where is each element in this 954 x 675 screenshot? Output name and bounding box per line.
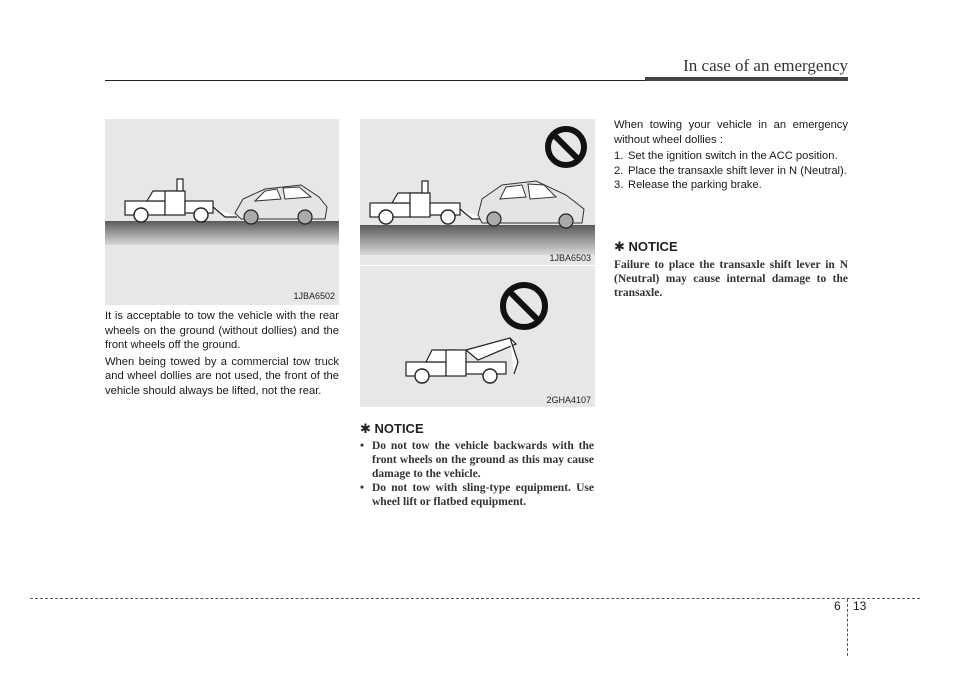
chapter-number: 6	[834, 599, 841, 613]
notice-bullet: • Do not tow the vehicle backwards with the front wheels on the ground as this may cause damage to the vehicle.	[360, 439, 594, 481]
paragraph-intro: When towing your vehicle in an emergency without wheel dollies :	[614, 119, 848, 146]
paragraph: When being towed by a commercial tow truck and wheel dollies are not used, the front of the vehicle should always be lifted, not the rear.	[105, 355, 339, 397]
tow-truck-illustration	[105, 119, 339, 305]
figure-code: 1JBA6502	[293, 291, 335, 301]
notice-title: ✱ NOTICE	[360, 421, 424, 436]
notice-title: ✱ NOTICE	[614, 239, 678, 254]
page-number: 13	[853, 599, 867, 613]
paragraph: It is acceptable to tow the vehicle with the rear wheels on the ground (without dollies) and the front wheels off the ground.	[105, 310, 339, 351]
prohibited-icon	[503, 285, 545, 327]
figure-incorrect-backwards-tow	[360, 119, 595, 265]
footer-rule	[30, 598, 920, 599]
notice-body: Failure to place the transaxle shift lever in N (Neutral) may cause internal damage to the transaxle.	[614, 259, 848, 299]
figure-sling-truck	[360, 266, 595, 407]
prohibited-icon	[548, 129, 584, 165]
header-rule-accent	[645, 77, 848, 81]
figure-correct-tow	[105, 119, 339, 305]
column1-text	[105, 309, 339, 400]
figure-code: 1JBA6503	[549, 253, 591, 263]
steps-list	[614, 149, 848, 193]
sling-tow-truck-illustration	[360, 266, 595, 407]
notice-bullet: • Do not tow with sling-type equipment. Use wheel lift or flatbed equipment.	[360, 481, 594, 509]
page-header-title: In case of an emergency	[683, 56, 848, 75]
step-item: 1. Set the ignition switch in the ACC position.	[614, 150, 838, 162]
figure-code: 2GHA4107	[546, 395, 591, 405]
column3-text	[614, 118, 848, 193]
notice-body	[360, 439, 594, 509]
step-item: 2. Place the transaxle shift lever in N (Neutral).	[614, 164, 847, 177]
footer-divider	[847, 599, 848, 656]
step-item: 3. Release the parking brake.	[614, 179, 762, 191]
tow-truck-backwards-illustration	[360, 119, 595, 265]
